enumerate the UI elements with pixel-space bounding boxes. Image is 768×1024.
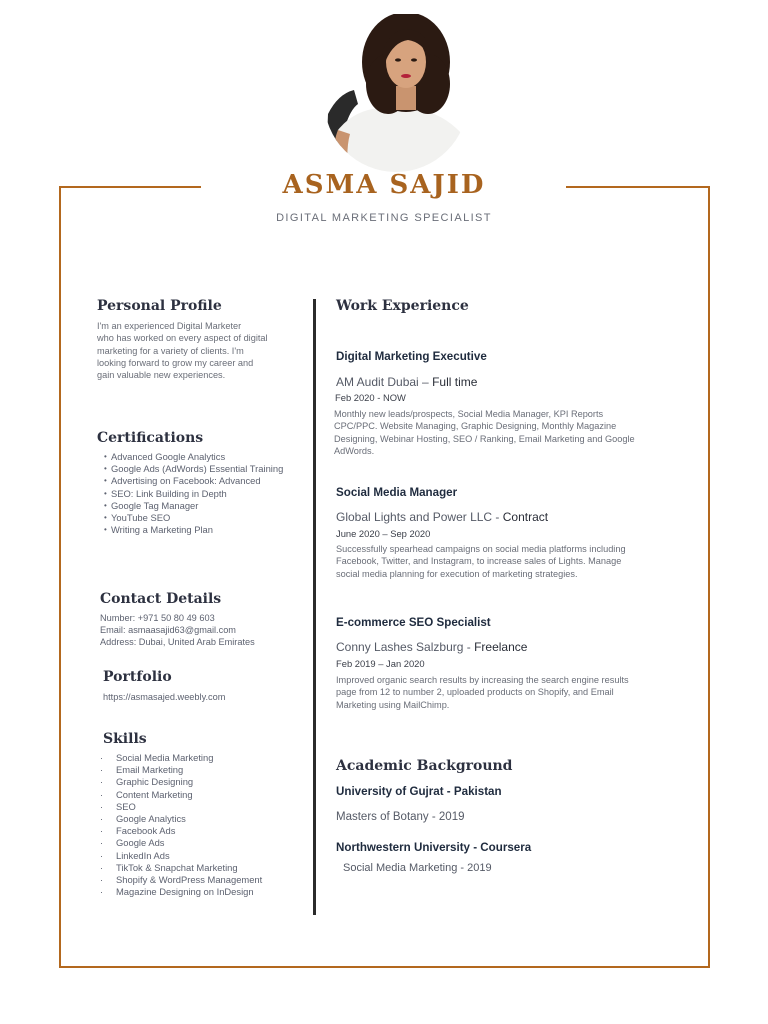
- certifications-list: [97, 451, 287, 536]
- employment-type: Freelance: [474, 640, 528, 654]
- certification-item: • Google Tag Manager: [97, 500, 287, 512]
- job-description-line: AdWords.: [334, 445, 375, 456]
- portfolio-link[interactable]: https://asmasajed.weebly.com: [103, 692, 226, 702]
- company-separator: –: [418, 375, 433, 389]
- job-title: Digital Marketing Executive: [336, 350, 487, 363]
- job-description-line: social media planning for execution of marketing strategies.: [336, 568, 578, 579]
- certification-item: • Advertising on Facebook: Advanced: [97, 475, 287, 487]
- degree: Masters of Botany - 2019: [336, 811, 465, 823]
- job-company: [336, 510, 548, 524]
- profile-photo: [324, 14, 468, 172]
- employment-type: Full time: [432, 375, 478, 389]
- profile-line: who has worked on every aspect of digital: [97, 333, 268, 344]
- skill-item: · Google Analytics: [98, 813, 298, 825]
- skill-item: · Social Media Marketing: [98, 752, 298, 764]
- job-description-line: Facebook, Twitter, and Instagram, to increase sales of Lights. Manage: [336, 556, 622, 567]
- job-description-line: Monthly new leads/prospects, Social Media Manager, KPI Reports: [334, 409, 604, 419]
- job-title-subtitle: DIGITAL MARKETING SPECIALIST: [276, 212, 492, 224]
- profile-line: I'm an experienced Digital Marketer: [97, 321, 242, 331]
- skill-item: · Google Ads: [98, 837, 298, 849]
- job-dates: June 2020 – Sep 2020: [336, 528, 431, 539]
- skill-item: · Facebook Ads: [98, 825, 298, 837]
- section-heading-contact: Contact Details: [100, 591, 222, 607]
- job-description-line: Improved organic search results by increasing the search engine results: [336, 675, 629, 685]
- skill-item: · Content Marketing: [98, 789, 298, 801]
- job-description-line: CPC/PPC. Website Managing, Graphic Designing, Monthly Magazine: [334, 421, 617, 432]
- section-heading-certifications: Certifications: [97, 430, 204, 446]
- skill-item: · TikTok & Snapchat Marketing: [98, 862, 298, 874]
- skill-item: · Shopify & WordPress Management: [98, 874, 298, 886]
- company-name: Global Lights and Power LLC: [336, 510, 493, 524]
- company-name: Conny Lashes Salzburg: [336, 640, 464, 654]
- profile-text: [97, 320, 297, 381]
- job-description-line: Marketing using MailChimp.: [336, 699, 450, 710]
- person-name: ASMA SAJID: [282, 170, 486, 200]
- section-heading-work: Work Experience: [336, 298, 469, 314]
- job-description-line: page from 12 to number 2, uploaded products on Shopify, and Email: [336, 687, 614, 698]
- section-heading-portfolio: Portfolio: [103, 669, 172, 685]
- frame-right: [708, 186, 710, 968]
- skill-item: · Graphic Designing: [98, 776, 298, 788]
- company-separator: -: [463, 640, 475, 654]
- section-heading-academic: Academic Background: [336, 758, 513, 774]
- job-dates: Feb 2019 – Jan 2020: [336, 658, 425, 669]
- job-description-line: Designing, Webinar Hosting, SEO / Ranking, Email Marketing and Google: [334, 433, 635, 444]
- section-heading-profile: Personal Profile: [97, 298, 222, 314]
- profile-line: marketing for a variety of clients. I'm: [97, 345, 244, 356]
- job-company: [336, 375, 477, 389]
- degree: Social Media Marketing - 2019: [343, 862, 492, 874]
- skills-list: [98, 752, 298, 898]
- certification-item: • Google Ads (AdWords) Essential Training: [97, 463, 287, 475]
- contact-address: Address: Dubai, United Arab Emirates: [100, 637, 255, 647]
- job-title: Social Media Manager: [336, 486, 458, 499]
- job-description-line: Successfully spearhead campaigns on social media platforms including: [336, 544, 626, 554]
- school-name: University of Gujrat - Pakistan: [336, 785, 502, 798]
- job-dates: Feb 2020 - NOW: [335, 392, 406, 403]
- certification-item: • Advanced Google Analytics: [97, 451, 287, 463]
- employment-type: Contract: [502, 510, 549, 524]
- profile-line: gain valuable new experiences.: [97, 370, 226, 381]
- job-description: [336, 543, 671, 580]
- job-title: E-commerce SEO Specialist: [336, 616, 491, 629]
- job-description: [334, 408, 669, 457]
- school-name: Northwestern University - Coursera: [336, 841, 532, 854]
- certification-item: • Writing a Marketing Plan: [97, 524, 287, 536]
- skill-item: · SEO: [98, 801, 298, 813]
- contact-number: Number: +971 50 80 49 603: [100, 613, 215, 623]
- profile-line: looking forward to grow my career and: [97, 357, 254, 368]
- company-separator: -: [492, 510, 503, 524]
- frame-left: [59, 186, 61, 968]
- skill-item: · LinkedIn Ads: [98, 850, 298, 862]
- frame-bottom: [59, 966, 710, 968]
- certification-item: • SEO: Link Building in Depth: [97, 488, 287, 500]
- column-divider: [313, 299, 316, 915]
- portrait-illustration: [324, 14, 468, 172]
- job-description: [336, 674, 671, 711]
- company-name: AM Audit Dubai: [336, 375, 419, 389]
- skill-item: · Email Marketing: [98, 764, 298, 776]
- skill-item: · Magazine Designing on InDesign: [98, 886, 298, 898]
- contact-email: Email: asmaasajid63@gmail.com: [100, 625, 236, 635]
- section-heading-skills: Skills: [103, 731, 147, 747]
- job-company: [336, 640, 527, 654]
- certification-item: • YouTube SEO: [97, 512, 287, 524]
